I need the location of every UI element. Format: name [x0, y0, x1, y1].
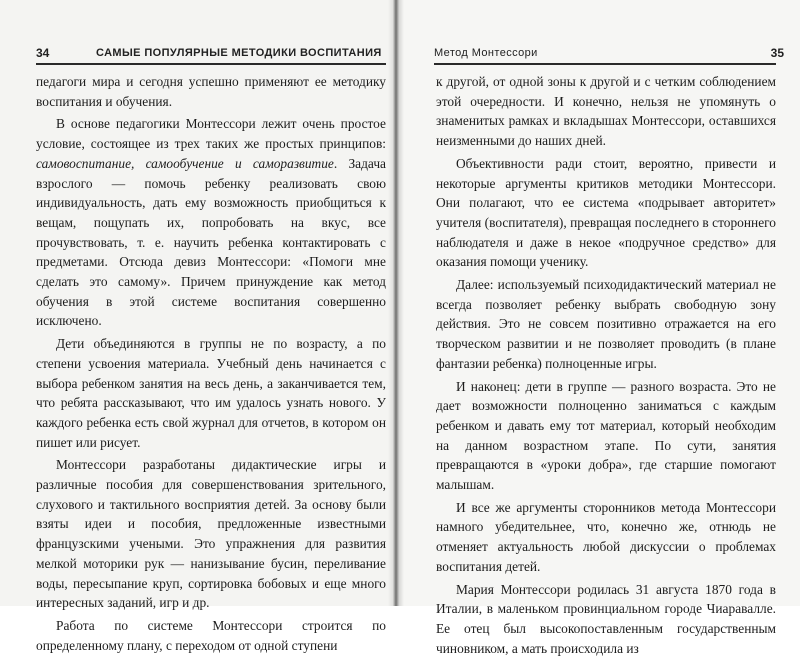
right-page	[396, 0, 800, 656]
right-page-number: 35	[770, 46, 784, 60]
right-page-text	[436, 72, 776, 661]
left-page-number: 34	[36, 46, 50, 60]
paragraph: В основе педагогики Монтессори лежит очень простое условие, состоящее из трех таких же простых принципов: самовоспитание, самообучение и саморазвитие. Задача взрослого — помочь ребенку реализовать свою индивидуальность, дать ему возможность приобщиться к вещам, пощупать их, попробовать на вкус, все прочувствовать, т. е. научить ребенка контактировать с предметами. Отсюда девиз Монтессори: «Помоги мне сделать это самому». Причем принуждение как метод обучения в этой системе воспитания совершенно исключено.	[36, 116, 386, 329]
paragraph: Объективности ради стоит, вероятно, привести и некоторые аргументы критиков методики Монтессори. Они полагают, что ее система «подрывает авторитет» учителя (воспитателя), превращая последнего в стороннего наблюдателя и даже в некое «подручное средство» для оказания помощи ученику.	[436, 155, 776, 270]
paragraph: И наконец: дети в группе — разного возраста. Это не дает возможности полноценно заниматься с каждым ребенком и давать ему тот материал, который необходим на данном возрастном этапе. По сути, занятия превращаются в «уроки добра», где старшие помогают малышам.	[436, 378, 776, 493]
paragraph: к другой, от одной зоны к другой и с четким соблюдением этой очередности. И конечно, нельзя не упомянуть о знаменитых рамках и вкладышах Монтессори, оставшихся неизменными до наших дней.	[436, 74, 776, 149]
left-header-rule	[36, 63, 386, 65]
paragraph: педагоги мира и сегодня успешно применяют ее методику воспитания и обучения.	[36, 74, 386, 109]
paragraph: И все же аргументы сторонников метода Монтессори намного убедительнее, что, конечно же, отнюдь не отменяет актуальность любой дискуссии о проблемах воспитания детей.	[436, 499, 776, 574]
right-running-title: Метод Монтессори	[434, 47, 538, 59]
paragraph: Мария Монтессори родилась 31 августа 1870 года в Италии, в маленьком провинциальном городе Чиаравалле. Ее отец был высокопоставленным государственным чиновником, а мать происходила из	[436, 581, 776, 656]
paragraph: Работа по системе Монтессори строится по определенному плану, с переходом от одной ступени	[36, 617, 386, 653]
paragraph: Далее: используемый психодидактический материал не всегда позволяет ребенку выбрать свободную зону действия. Это не совсем позитивно отражается на его творческом развитии и не позволяет проводить (в плане фантазии ребенка) полноценные игры.	[436, 277, 776, 371]
paragraph: Дети объединяются в группы не по возрасту, а по степени усвоения материала. Учебный день начинается с выбора ребенком занятия на весь день, а заканчивается тем, что ребята рассказывают, что им удалось узнать нового. У каждого ребенка есть свой журнал для отчетов, в котором он пишет или рисует.	[36, 336, 386, 450]
left-running-title: САМЫЕ ПОПУЛЯРНЫЕ МЕТОДИКИ ВОСПИТАНИЯ	[96, 47, 382, 59]
book-gutter-shadow	[388, 0, 404, 606]
emphasized-principles: самовоспитание, самообучение и саморазвитие	[36, 155, 334, 171]
right-header-rule	[434, 63, 776, 65]
paragraph: Монтессори разработаны дидактические игры и различные пособия для совершенствования зрительного, слухового и тактильного восприятия детей. За основу были взяты идеи и пособия, предложенные известными французскими учеными. Это упражнения для развития мелкой моторики рук — нанизывание бусин, переливание воды, пересыпание круп, сортировка бобовых и еще много интересных заданий, игр и др.	[36, 457, 386, 611]
left-page-text	[36, 72, 386, 658]
left-page	[0, 0, 396, 653]
